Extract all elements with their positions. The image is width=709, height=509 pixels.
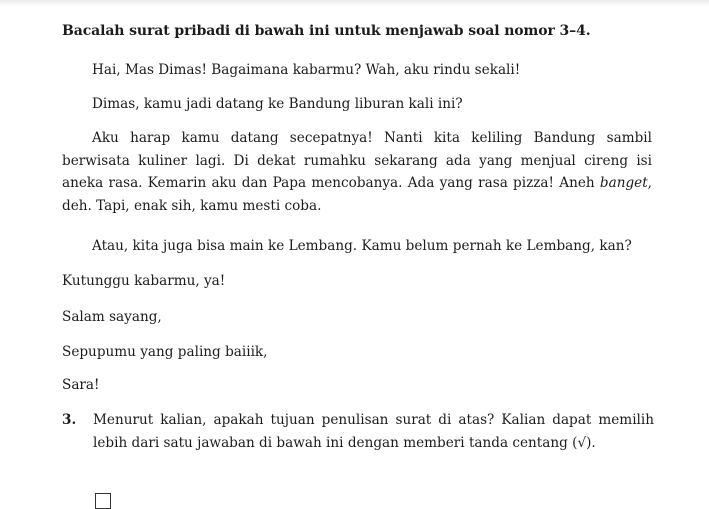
letter-closing-1: Kutunggu kabarmu, ya! bbox=[62, 273, 226, 289]
letter-paragraph-2: Atau, kita juga bisa main ke Lembang. Kamu belum pernah ke Lembang, kan? bbox=[92, 238, 632, 254]
letter-closing-2: Salam sayang, bbox=[62, 309, 162, 325]
page-top-edge bbox=[0, 0, 709, 6]
letter-greeting: Hai, Mas Dimas! Bagaimana kabarmu? Wah, aku rindu sekali! bbox=[92, 62, 521, 78]
instruction-heading: Bacalah surat pribadi di bawah ini untuk menjawab soal nomor 3–4. bbox=[62, 23, 591, 39]
letter-paragraph-1 bbox=[62, 127, 652, 217]
letter-closing-3: Sepupumu yang paling baiiik, bbox=[62, 344, 268, 360]
paragraph-1-text-end: , deh. Tapi, enak sih, kamu mesti coba. bbox=[62, 175, 652, 214]
answer-checkbox[interactable] bbox=[95, 493, 111, 509]
paragraph-1-text: Aku harap kamu datang secepatnya! Nanti kita keliling Bandung sambil berwisata kuliner lagi. Di dekat rumahku sekarang ada yang menjual cireng isi aneka rasa. Kemarin aku dan Papa mencobanya. Ada yang rasa pizza! Aneh bbox=[62, 130, 652, 191]
question-number: 3. bbox=[62, 412, 77, 428]
paragraph-1-italic-word: banget bbox=[599, 175, 648, 191]
question-3 bbox=[62, 409, 654, 454]
letter-signature: Sara! bbox=[62, 377, 100, 393]
question-text: Menurut kalian, apakah tujuan penulisan surat di atas? Kalian dapat memilih lebih dari satu jawaban di bawah ini dengan memberi tanda centang (√). bbox=[93, 412, 654, 451]
letter-line-2: Dimas, kamu jadi datang ke Bandung liburan kali ini? bbox=[92, 96, 463, 112]
